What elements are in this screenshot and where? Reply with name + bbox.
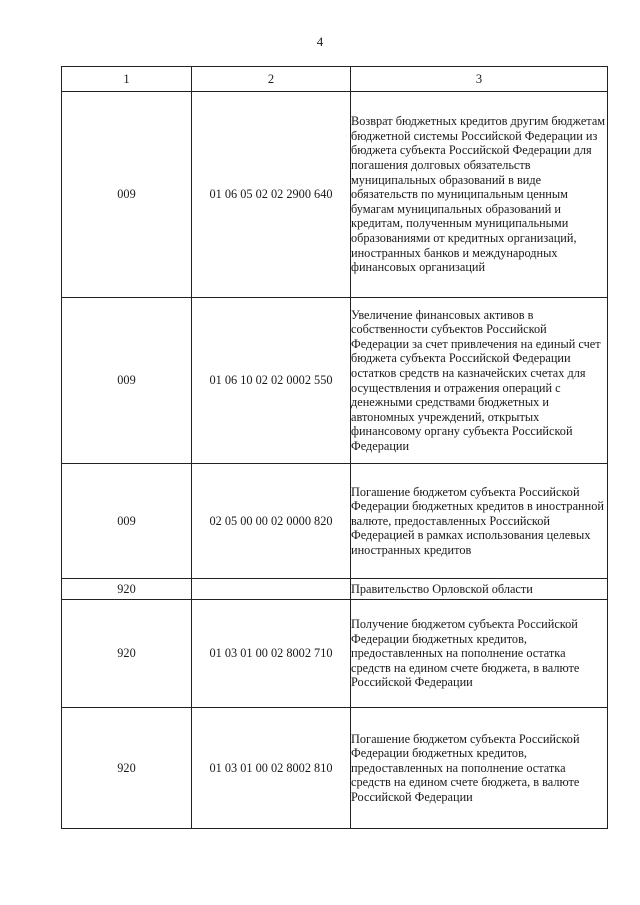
budget-classification-table <box>61 66 608 829</box>
column-header-3: 3 <box>351 67 608 92</box>
admin-code-cell: 009 <box>62 298 192 464</box>
admin-code-cell: 920 <box>62 708 192 829</box>
table-row <box>62 298 608 464</box>
table-header-row <box>62 67 608 92</box>
classification-code-cell: 01 03 01 00 02 8002 710 <box>192 600 351 708</box>
column-header-2: 2 <box>192 67 351 92</box>
table-row <box>62 600 608 708</box>
admin-code-cell: 009 <box>62 464 192 579</box>
description-cell <box>351 579 608 600</box>
table-row <box>62 464 608 579</box>
description-text: Получение бюджетом субъекта Российской Федерации бюджетных кредитов, предоставленных на пополнение остатка средств на едином счете бюджета, в валюте Российской Федерации <box>351 617 580 690</box>
classification-code-cell: 01 06 05 02 02 2900 640 <box>192 92 351 298</box>
table-row <box>62 708 608 829</box>
classification-code-cell: 02 05 00 00 02 0000 820 <box>192 464 351 579</box>
description-text: Погашение бюджетом субъекта Российской Федерации бюджетных кредитов в иностранной валюте, предоставленных Российской Федерацией в рамках использования целевых иностранных кредитов <box>351 484 604 557</box>
classification-code-cell: 01 06 10 02 02 0002 550 <box>192 298 351 464</box>
admin-code-cell: 920 <box>62 600 192 708</box>
description-text: Погашение бюджетом субъекта Российской Федерации бюджетных кредитов, предоставленных на пополнение остатка средств на едином счете бюджета, в валюте Российской Федерации <box>351 731 580 804</box>
description-cell <box>351 92 608 298</box>
description-text: Правительство Орловской области <box>351 581 533 596</box>
admin-code-cell: 009 <box>62 92 192 298</box>
description-cell <box>351 708 608 829</box>
column-header-1: 1 <box>62 67 192 92</box>
description-text: Увеличение финансовых активов в собственности субъектов Российской Федерации за счет привлечения на единый счет бюджета субъекта Российской Федерации остатков средств на казначейских счетах для осуществления и отражения операций с денежными средствами бюджетных и автономных учреждений, открытых финансовому органу субъекта Российской Федерации <box>351 307 601 453</box>
table-row <box>62 92 608 298</box>
admin-code-cell: 920 <box>62 579 192 600</box>
classification-code-cell: 01 03 01 00 02 8002 810 <box>192 708 351 829</box>
description-cell <box>351 464 608 579</box>
description-text: Возврат бюджетных кредитов другим бюджетам бюджетной системы Российской Федерации из бюджета субъекта Российской Федерации для погашения долговых обязательств муниципальных образований в виде обязательств по муниципальным ценным бумагам муниципальных образований и кредитам, полученным муниципальными образованиями от кредитных организаций, иностранных банков и международных финансовых организаций <box>351 114 606 275</box>
table-row <box>62 579 608 600</box>
description-cell <box>351 298 608 464</box>
classification-code-cell <box>192 579 351 600</box>
page-number: 4 <box>316 34 324 49</box>
description-cell <box>351 600 608 708</box>
